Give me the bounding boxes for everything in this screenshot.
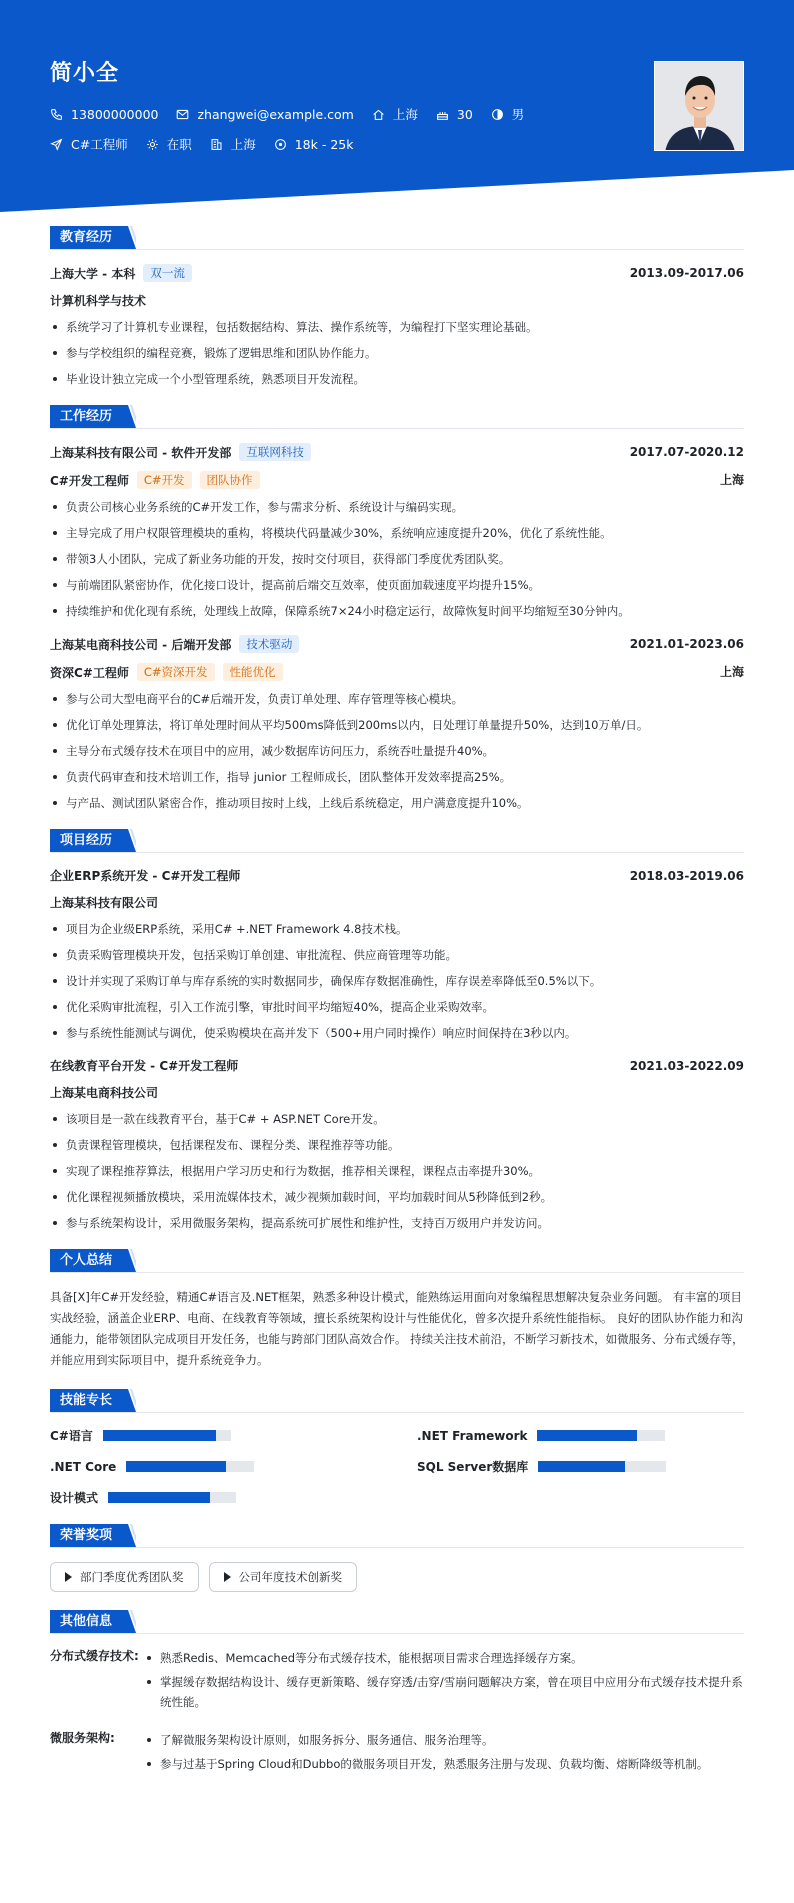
list-item: 负责采购管理模块开发，包括采购订单创建、审批流程、供应商管理等功能。 xyxy=(50,947,744,963)
award-chip xyxy=(209,1562,358,1592)
resume-body xyxy=(0,226,794,1782)
section-header xyxy=(50,226,744,250)
skill-fill xyxy=(537,1430,637,1441)
work-head xyxy=(50,635,744,653)
status-item xyxy=(146,135,192,153)
gear-icon xyxy=(146,138,159,151)
work-left xyxy=(50,635,299,653)
skill-item xyxy=(50,1458,377,1475)
section-title-tail xyxy=(122,829,136,852)
project-head xyxy=(50,867,744,884)
skill-name: 设计模式 xyxy=(50,1491,99,1505)
resume-header xyxy=(0,0,794,212)
list-item: 设计并实现了采购订单与库存系统的实时数据同步，确保库存数据准确性，库存误差率降低至0.5%以下。 xyxy=(50,973,744,989)
gender-text: 男 xyxy=(511,107,525,122)
section-title-education: 教育经历 xyxy=(50,226,122,249)
role-tag: C#开发 xyxy=(137,471,192,489)
list-item: 毕业设计独立完成一个小型管理系统，熟悉项目开发流程。 xyxy=(50,371,744,387)
list-item: 主导分布式缓存技术在项目中的应用，减少数据库访问压力，系统吞吐量提升40%。 xyxy=(50,743,744,759)
list-item: 与产品、测试团队紧密合作，推动项目按时上线，上线后系统稳定，用户满意度提升10%。 xyxy=(50,795,744,811)
city-text: 上海 xyxy=(392,107,418,122)
section-title-skills: 技能专长 xyxy=(50,1389,122,1412)
project-head xyxy=(50,1057,744,1074)
section-title-tail xyxy=(122,226,136,249)
section-header xyxy=(50,829,744,853)
award-label: 公司年度技术创新奖 xyxy=(238,1570,342,1584)
summary-section xyxy=(50,1249,744,1371)
education-period: 2013.09-2017.06 xyxy=(629,266,744,280)
list-item: 参与学校组织的编程竞赛，锻炼了逻辑思维和团队协作能力。 xyxy=(50,345,744,361)
list-item: 优化订单处理算法，将订单处理时间从平均500ms降低到200ms以内，日处理订单量提升50%，达到10万单/日。 xyxy=(50,717,744,733)
education-section xyxy=(50,226,744,387)
list-item: 参与系统性能测试与调优，使采购模块在高并发下（500+用户同时操作）响应时间保持在3秒以内。 xyxy=(50,1025,744,1041)
skill-fill xyxy=(103,1430,216,1441)
email-item xyxy=(176,107,353,122)
skill-item xyxy=(50,1489,377,1506)
section-header xyxy=(50,1610,744,1634)
other-label: 分布式缓存技术: xyxy=(50,1649,139,1663)
work-location: 上海 xyxy=(719,665,744,679)
section-header xyxy=(50,1249,744,1273)
awards-list xyxy=(50,1562,744,1592)
project-period: 2021.03-2022.09 xyxy=(629,1058,744,1073)
section-title-projects: 项目经历 xyxy=(50,829,122,852)
gender-icon xyxy=(491,108,504,121)
position-item xyxy=(50,135,128,153)
work-period: 2017.07-2020.12 xyxy=(629,445,744,459)
skill-fill xyxy=(126,1461,226,1472)
email-text: zhangwei@example.com xyxy=(197,106,354,122)
contact-row xyxy=(50,105,542,123)
status-text: 在职 xyxy=(166,137,192,152)
list-item: 熟悉Redis、Memcached等分布式缓存技术，能根据项目需求合理选择缓存方案。 xyxy=(144,1648,744,1668)
avatar xyxy=(654,61,744,151)
mail-icon xyxy=(176,108,189,121)
skill-name: .NET Framework xyxy=(417,1428,528,1443)
section-title-awards: 荣誉奖项 xyxy=(50,1524,122,1547)
role-left xyxy=(50,471,260,489)
skill-item xyxy=(417,1427,744,1444)
salary-text: 18k - 25k xyxy=(294,136,354,152)
award-chip xyxy=(50,1562,199,1592)
role-tag: 团队协作 xyxy=(200,471,260,489)
skill-name: SQL Server数据库 xyxy=(417,1460,529,1474)
work-list xyxy=(50,691,744,811)
skill-name: C#语言 xyxy=(50,1429,93,1443)
other-label: 微服务架构: xyxy=(50,1731,115,1745)
company-name: 上海某科技有限公司 - 软件开发部 xyxy=(50,445,232,460)
project-list xyxy=(50,921,744,1041)
other-list xyxy=(144,1648,744,1716)
education-list xyxy=(50,319,744,387)
list-item: 持续维护和优化现有系统，处理线上故障，保障系统7×24小时稳定运行，故障恢复时间平均缩短至30分钟内。 xyxy=(50,603,744,619)
work-period: 2021.01-2023.06 xyxy=(629,637,744,651)
gender-item xyxy=(491,105,525,123)
work-location: 上海 xyxy=(719,473,744,487)
project-company-line xyxy=(50,894,744,911)
education-head xyxy=(50,264,744,282)
project-company: 上海某科技有限公司 xyxy=(50,896,159,910)
position-text: C#工程师 xyxy=(71,137,128,152)
list-item: 带领3人小团队，完成了新业务功能的开发，按时交付项目，获得部门季度优秀团队奖。 xyxy=(50,551,744,567)
coin-icon xyxy=(274,138,287,151)
list-item: 了解微服务架构设计原则，如服务拆分、服务通信、服务治理等。 xyxy=(144,1730,744,1750)
project-company-line xyxy=(50,1084,744,1101)
header-content xyxy=(50,56,542,165)
other-row xyxy=(50,1648,744,1720)
list-item: 系统学习了计算机专业课程，包括数据结构、算法、操作系统等，为编程打下坚实理论基础。 xyxy=(50,319,744,335)
role-line xyxy=(50,663,744,681)
major-name: 计算机科学与技术 xyxy=(50,294,147,308)
list-item: 负责代码审查和技术培训工作，指导 junior 工程师成长，团队整体开发效率提高25%。 xyxy=(50,769,744,785)
work-city-text: 上海 xyxy=(230,137,256,152)
phone-text: 13800000000 xyxy=(71,106,159,122)
role-name: 资深C#工程师 xyxy=(50,665,129,680)
section-title-tail xyxy=(122,1389,136,1412)
work-left xyxy=(50,443,311,461)
list-item: 参与过基于Spring Cloud和Dubbo的微服务项目开发，熟悉服务注册与发现、负载均衡、熔断降级等机制。 xyxy=(144,1754,744,1774)
company-tag: 互联网科技 xyxy=(239,443,311,461)
education-left xyxy=(50,264,192,282)
salary-item xyxy=(274,137,354,152)
list-item: 掌握缓存数据结构设计、缓存更新策略、缓存穿透/击穿/雪崩问题解决方案，曾在项目中应用分布式缓存技术提升系统性能。 xyxy=(144,1672,744,1712)
skill-item xyxy=(50,1427,377,1444)
role-line xyxy=(50,471,744,489)
summary-text: 具备[X]年C#开发经验，精通C#语言及.NET框架，熟悉多种设计模式，能熟练运用面向对象编程思想解决复杂业务问题。 有丰富的项目实战经验，涵盖企业ERP、电商、在线教育等领域，擅长系统架构设计与性能优化，曾多次提升系统性能指标。 良好的团队协作能力和沟通能力，能带领团队完成项目开发任务，也能与跨部门团队高效合作。 持续关注技术前沿，不断学习新技术，如微服务、分布式缓存等，并能应用到实际项目中，提升系统竞争力。 xyxy=(50,1290,744,1367)
work-head xyxy=(50,443,744,461)
age-text: 30 xyxy=(456,106,473,122)
award-label: 部门季度优秀团队奖 xyxy=(80,1570,184,1584)
play-icon xyxy=(65,1572,72,1582)
section-title-tail xyxy=(122,1249,136,1272)
list-item: 参与公司大型电商平台的C#后端开发，负责订单处理、库存管理等核心模块。 xyxy=(50,691,744,707)
project-list xyxy=(50,1111,744,1231)
skills-grid xyxy=(50,1427,744,1506)
projects-section xyxy=(50,829,744,1231)
phone-icon xyxy=(50,108,63,121)
awards-section xyxy=(50,1524,744,1592)
section-title-other: 其他信息 xyxy=(50,1610,122,1633)
avatar-portrait xyxy=(655,62,744,151)
list-item: 参与系统架构设计，采用微服务架构，提高系统可扩展性和维护性，支持百万级用户并发访问。 xyxy=(50,1215,744,1231)
list-item: 项目为企业级ERP系统，采用C# +.NET Framework 4.8技术栈。 xyxy=(50,921,744,937)
school-tag: 双一流 xyxy=(143,264,192,282)
building-icon xyxy=(210,138,223,151)
company-name: 上海某电商科技公司 - 后端开发部 xyxy=(50,637,232,652)
list-item: 优化采购审批流程，引入工作流引擎，审批时间平均缩短40%，提高企业采购效率。 xyxy=(50,999,744,1015)
section-header xyxy=(50,1389,744,1413)
role-tag: 性能优化 xyxy=(223,663,283,681)
work-list xyxy=(50,499,744,619)
work-section xyxy=(50,405,744,811)
home-icon xyxy=(372,108,385,121)
role-tag: C#资深开发 xyxy=(137,663,215,681)
school-name: 上海大学 - 本科 xyxy=(50,266,136,281)
skill-fill xyxy=(108,1492,210,1503)
section-title-summary: 个人总结 xyxy=(50,1249,122,1272)
phone-item xyxy=(50,107,158,122)
skill-item xyxy=(417,1458,744,1475)
skills-section xyxy=(50,1389,744,1506)
list-item: 实现了课程推荐算法，根据用户学习历史和行为数据，推荐相关课程，课程点击率提升30%。 xyxy=(50,1163,744,1179)
send-icon xyxy=(50,138,63,151)
section-header xyxy=(50,405,744,429)
skill-bar xyxy=(126,1461,254,1472)
project-name: 企业ERP系统开发 - C#开发工程师 xyxy=(50,869,241,883)
section-title-tail xyxy=(122,405,136,428)
list-item: 与前端团队紧密协作，优化接口设计，提高前后端交互效率，使页面加载速度平均提升15%。 xyxy=(50,577,744,593)
project-period: 2018.03-2019.06 xyxy=(629,868,744,883)
section-header xyxy=(50,1524,744,1548)
company-tag: 技术驱动 xyxy=(239,635,299,653)
section-title-tail xyxy=(122,1524,136,1547)
other-row xyxy=(50,1730,744,1782)
list-item: 负责课程管理模块，包括课程发布、课程分类、课程推荐等功能。 xyxy=(50,1137,744,1153)
role-left xyxy=(50,663,283,681)
skill-name: .NET Core xyxy=(50,1459,117,1474)
skill-fill xyxy=(538,1461,625,1472)
list-item: 负责公司核心业务系统的C#开发工作，参与需求分析、系统设计与编码实现。 xyxy=(50,499,744,515)
list-item: 优化课程视频播放模块，采用流媒体技术，减少视频加载时间，平均加载时间从5秒降低到2秒。 xyxy=(50,1189,744,1205)
list-item: 该项目是一款在线教育平台，基于C# + ASP.NET Core开发。 xyxy=(50,1111,744,1127)
role-name: C#开发工程师 xyxy=(50,473,129,488)
major-line xyxy=(50,292,744,309)
work-city-item xyxy=(210,135,256,153)
job-row xyxy=(50,135,542,153)
city-item xyxy=(372,105,418,123)
candidate-name: 简小全 xyxy=(50,61,120,86)
section-title-work: 工作经历 xyxy=(50,405,122,428)
play-icon xyxy=(224,1572,231,1582)
list-item: 主导完成了用户权限管理模块的重构，将模块代码量减少30%，系统响应速度提升20%，优化了系统性能。 xyxy=(50,525,744,541)
other-list xyxy=(144,1730,744,1778)
age-item xyxy=(436,107,473,122)
section-title-tail xyxy=(122,1610,136,1633)
skill-bar xyxy=(108,1492,236,1503)
project-company: 上海某电商科技公司 xyxy=(50,1086,159,1100)
other-section xyxy=(50,1610,744,1782)
project-name: 在线教育平台开发 - C#开发工程师 xyxy=(50,1059,239,1073)
cake-icon xyxy=(436,108,449,121)
skill-bar xyxy=(103,1430,231,1441)
skill-bar xyxy=(537,1430,665,1441)
skill-bar xyxy=(538,1461,666,1472)
